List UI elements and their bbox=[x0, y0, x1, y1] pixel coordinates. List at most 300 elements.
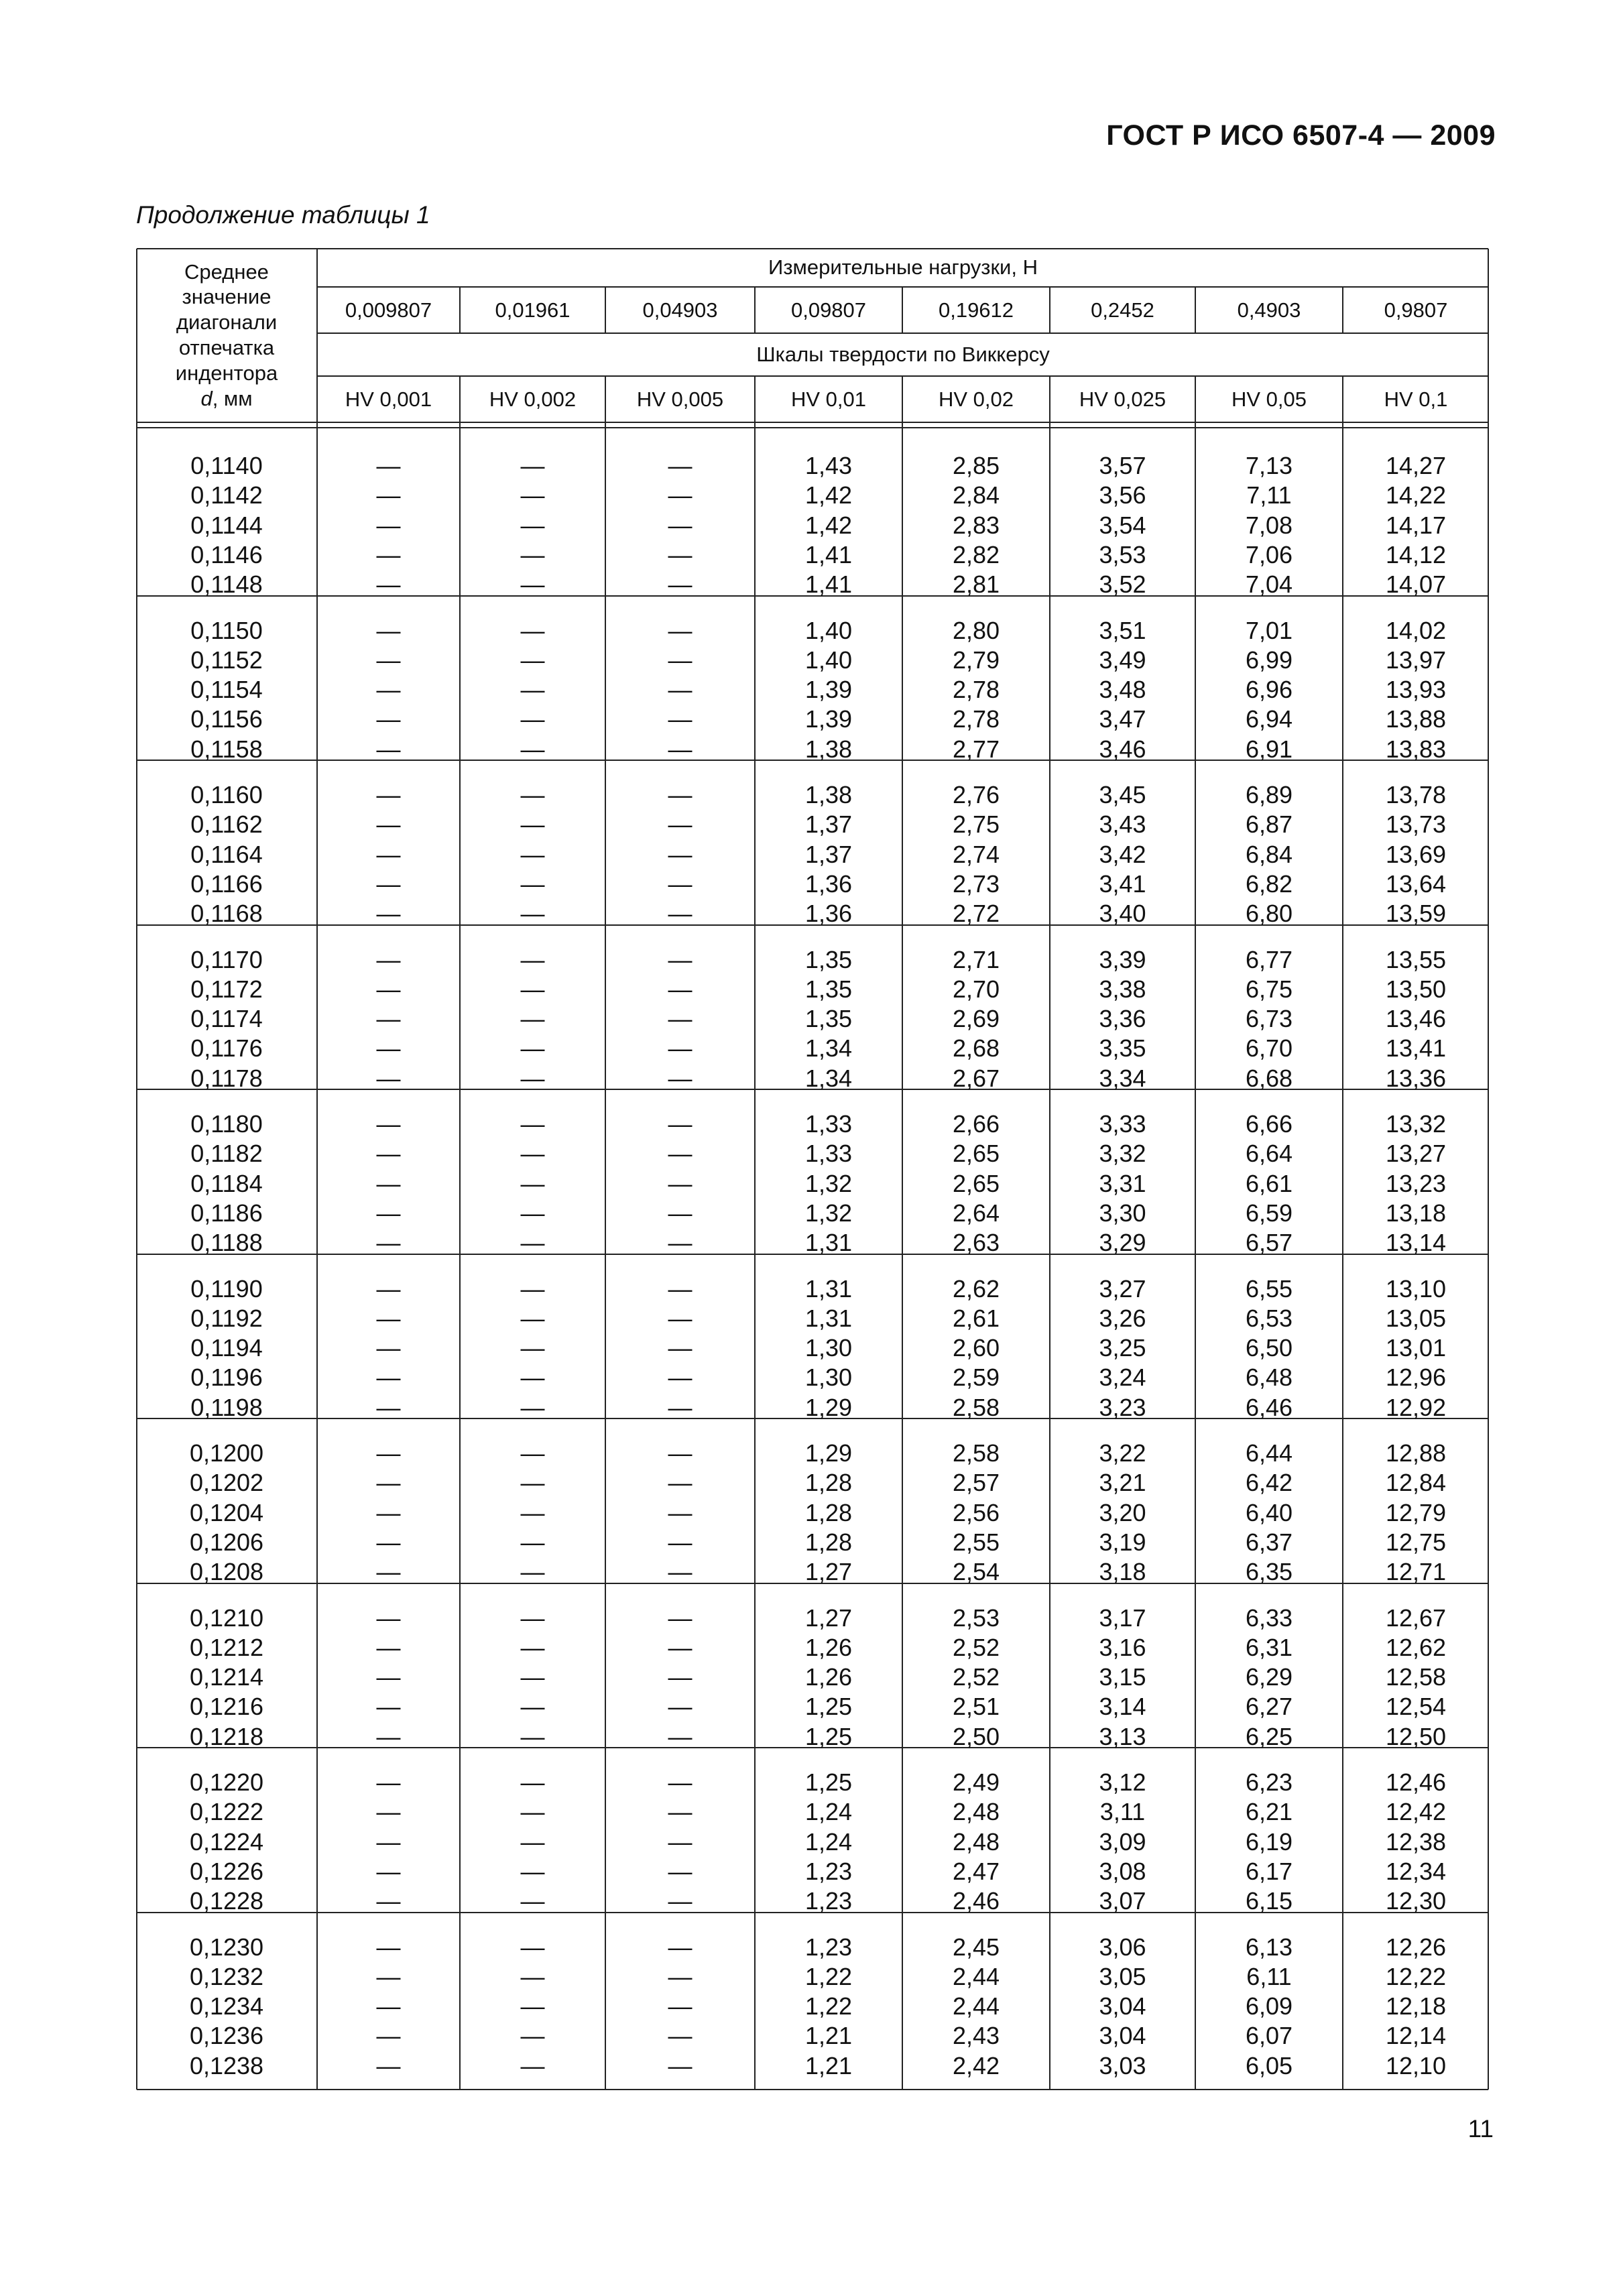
hardness-value: — bbox=[668, 1140, 693, 1168]
hardness-value: 3,17 bbox=[1099, 1604, 1146, 1632]
hardness-value: — bbox=[376, 1663, 401, 1691]
hardness-value: 13,41 bbox=[1385, 1034, 1447, 1063]
hardness-value: 2,69 bbox=[952, 1005, 1000, 1032]
hardness-value: 6,40 bbox=[1245, 1498, 1293, 1526]
hardness-values bbox=[1343, 616, 1489, 764]
hardness-value: 1,29 bbox=[804, 1393, 853, 1421]
hardness-value: 12,14 bbox=[1385, 2022, 1447, 2050]
hardness-value: 7,01 bbox=[1245, 616, 1293, 644]
hardness-value: 1,39 bbox=[804, 705, 853, 733]
d-value: 0,1234 bbox=[189, 1992, 264, 2020]
hardness-value: — bbox=[668, 1663, 693, 1691]
hardness-value: 3,12 bbox=[1099, 1768, 1146, 1796]
hardness-value: 3,16 bbox=[1099, 1633, 1146, 1661]
hardness-value: 2,50 bbox=[952, 1722, 1000, 1750]
d-value: 0,1202 bbox=[189, 1469, 264, 1497]
hardness-value: 3,51 bbox=[1099, 616, 1146, 644]
d-value: 0,1166 bbox=[190, 869, 263, 898]
hardness-value: 1,25 bbox=[804, 1693, 853, 1721]
hardness-value: — bbox=[668, 1364, 693, 1392]
hardness-values bbox=[605, 1933, 755, 2081]
hardness-value: 6,99 bbox=[1245, 646, 1293, 674]
hardness-value: 3,30 bbox=[1099, 1199, 1146, 1227]
d-value: 0,1208 bbox=[189, 1558, 264, 1585]
document-code: ГОСТ Р ИСО 6507-4 — 2009 bbox=[1106, 119, 1496, 152]
d-value: 0,1238 bbox=[189, 2051, 264, 2079]
hardness-value: — bbox=[520, 1140, 545, 1168]
hardness-value: — bbox=[376, 1722, 401, 1750]
hardness-value: 6,84 bbox=[1245, 840, 1293, 868]
hardness-value: 13,78 bbox=[1385, 781, 1447, 808]
hardness-value: 1,21 bbox=[804, 2022, 853, 2050]
d-value: 0,1224 bbox=[189, 1827, 264, 1856]
hardness-value: 6,15 bbox=[1245, 1887, 1293, 1915]
hardness-value: 1,34 bbox=[804, 1064, 853, 1092]
hardness-value: 1,36 bbox=[804, 869, 853, 898]
hardness-value: 1,32 bbox=[804, 1169, 853, 1197]
hardness-value: 3,47 bbox=[1099, 705, 1146, 733]
hardness-value: 2,68 bbox=[952, 1034, 1000, 1063]
hardness-value: 6,55 bbox=[1245, 1274, 1293, 1303]
hardness-value: — bbox=[520, 1498, 545, 1526]
hardness-values bbox=[1195, 1109, 1343, 1258]
hardness-value: 6,42 bbox=[1245, 1469, 1293, 1497]
stub-header-line: индентора bbox=[175, 361, 278, 385]
hardness-value: 6,17 bbox=[1245, 1857, 1293, 1885]
hardness-values bbox=[1343, 1604, 1489, 1752]
hardness-value: — bbox=[520, 705, 545, 733]
hardness-value: 1,31 bbox=[804, 1274, 853, 1303]
hardness-value: 12,10 bbox=[1385, 2051, 1447, 2079]
hardness-value: 2,72 bbox=[952, 900, 1000, 927]
hardness-value: 2,48 bbox=[952, 1827, 1000, 1856]
hardness-values bbox=[317, 1768, 460, 1916]
hardness-value: — bbox=[520, 1005, 545, 1032]
hardness-value: 12,84 bbox=[1385, 1469, 1447, 1497]
hardness-value: — bbox=[376, 2022, 401, 2050]
hardness-value: 12,88 bbox=[1385, 1439, 1447, 1467]
hardness-value: — bbox=[668, 1604, 693, 1632]
d-value: 0,1236 bbox=[189, 2022, 264, 2050]
hardness-value: 3,08 bbox=[1099, 1857, 1146, 1885]
hardness-values bbox=[1343, 1768, 1489, 1916]
hardness-value: 6,68 bbox=[1245, 1064, 1293, 1092]
hardness-value: — bbox=[376, 1857, 401, 1885]
hardness-values bbox=[460, 1768, 605, 1916]
hardness-value: 12,92 bbox=[1385, 1393, 1447, 1421]
d-value: 0,1186 bbox=[190, 1199, 263, 1227]
d-value: 0,1210 bbox=[189, 1604, 264, 1632]
d-value: 0,1212 bbox=[189, 1633, 264, 1661]
hardness-value: — bbox=[376, 1633, 401, 1661]
hardness-value: — bbox=[520, 945, 545, 973]
hardness-value: 13,55 bbox=[1385, 945, 1447, 973]
scale-header: HV 0,001 bbox=[345, 387, 432, 411]
hardness-value: — bbox=[520, 481, 545, 509]
hardness-values bbox=[1050, 780, 1195, 928]
hardness-value: 2,55 bbox=[952, 1528, 1000, 1556]
hardness-values bbox=[605, 780, 755, 928]
d-value: 0,1216 bbox=[189, 1693, 264, 1721]
d-value: 0,1184 bbox=[190, 1169, 263, 1197]
d-value: 0,1158 bbox=[190, 735, 263, 763]
hardness-value: 2,67 bbox=[952, 1064, 1000, 1092]
hardness-value: — bbox=[668, 705, 693, 733]
hardness-value: 6,94 bbox=[1245, 705, 1293, 733]
hardness-value: — bbox=[520, 511, 545, 539]
loads-title: Измерительные нагрузки, Н bbox=[768, 255, 1038, 280]
d-value: 0,1156 bbox=[190, 705, 263, 733]
hardness-value: 3,41 bbox=[1099, 869, 1146, 898]
hardness-values bbox=[460, 1274, 605, 1423]
d-values bbox=[136, 451, 317, 599]
hardness-value: 3,52 bbox=[1099, 570, 1146, 598]
hardness-value: — bbox=[520, 1064, 545, 1092]
hardness-values bbox=[755, 1604, 902, 1752]
hardness-value: — bbox=[520, 975, 545, 1003]
hardness-value: 2,44 bbox=[952, 1962, 1000, 1990]
hardness-value: — bbox=[520, 1229, 545, 1256]
hardness-value: — bbox=[668, 481, 693, 509]
hardness-value: — bbox=[668, 1528, 693, 1556]
hardness-value: — bbox=[520, 1887, 545, 1915]
hardness-value: 2,78 bbox=[952, 676, 1000, 703]
hardness-value: 1,35 bbox=[804, 975, 853, 1003]
hardness-values bbox=[1050, 1274, 1195, 1423]
hardness-value: 1,31 bbox=[804, 1304, 853, 1332]
hardness-values bbox=[317, 451, 460, 599]
hardness-value: — bbox=[376, 1798, 401, 1826]
d-values bbox=[136, 1604, 317, 1752]
hardness-value: — bbox=[668, 1827, 693, 1856]
hardness-value: 13,18 bbox=[1385, 1199, 1447, 1227]
hardness-value: 3,22 bbox=[1099, 1439, 1146, 1467]
d-value: 0,1140 bbox=[190, 452, 263, 479]
d-values bbox=[136, 1109, 317, 1258]
hardness-value: — bbox=[668, 1469, 693, 1497]
hardness-value: — bbox=[668, 452, 693, 479]
d-values bbox=[136, 1768, 317, 1916]
hardness-value: — bbox=[376, 1528, 401, 1556]
hardness-value: 2,48 bbox=[952, 1798, 1000, 1826]
hardness-value: 13,10 bbox=[1385, 1274, 1447, 1303]
scale-header: HV 0,02 bbox=[938, 387, 1014, 411]
hardness-value: — bbox=[376, 1034, 401, 1063]
hardness-values bbox=[605, 1439, 755, 1587]
hardness-value: — bbox=[520, 1604, 545, 1632]
hardness-values bbox=[605, 1109, 755, 1258]
hardness-value: — bbox=[668, 1962, 693, 1990]
hardness-value: 2,43 bbox=[952, 2022, 1000, 2050]
hardness-value: 1,27 bbox=[804, 1604, 853, 1632]
hardness-values bbox=[317, 616, 460, 764]
hardness-value: 2,78 bbox=[952, 705, 1000, 733]
hardness-value: 3,57 bbox=[1099, 452, 1146, 479]
d-value: 0,1206 bbox=[189, 1528, 264, 1556]
hardness-value: 6,70 bbox=[1245, 1034, 1293, 1063]
hardness-value: 2,44 bbox=[952, 1992, 1000, 2020]
d-value: 0,1188 bbox=[190, 1229, 263, 1256]
hardness-value: 1,26 bbox=[804, 1633, 853, 1661]
hardness-value: — bbox=[668, 945, 693, 973]
stub-header-line: значение bbox=[182, 285, 272, 309]
hardness-value: 6,31 bbox=[1245, 1633, 1293, 1661]
hardness-values bbox=[460, 1439, 605, 1587]
hardness-value: 3,39 bbox=[1099, 945, 1146, 973]
hardness-value: 2,81 bbox=[952, 570, 1000, 598]
hardness-value: 2,65 bbox=[952, 1169, 1000, 1197]
hardness-value: 7,11 bbox=[1246, 481, 1292, 509]
d-value: 0,1194 bbox=[190, 1334, 263, 1362]
hardness-values bbox=[1050, 1604, 1195, 1752]
hardness-value: 6,87 bbox=[1245, 810, 1293, 839]
hardness-value: 3,38 bbox=[1099, 975, 1146, 1003]
hardness-value: — bbox=[668, 1064, 693, 1092]
hardness-values bbox=[1343, 1439, 1489, 1587]
hardness-value: 6,21 bbox=[1245, 1798, 1293, 1826]
hardness-value: 1,34 bbox=[804, 1034, 853, 1063]
d-value: 0,1228 bbox=[189, 1887, 264, 1915]
hardness-value: 2,79 bbox=[952, 646, 1000, 674]
hardness-value: 1,40 bbox=[804, 646, 853, 674]
hardness-value: 3,40 bbox=[1099, 900, 1146, 927]
hardness-value: — bbox=[668, 646, 693, 674]
hardness-values bbox=[1050, 1439, 1195, 1587]
hardness-value: 7,08 bbox=[1245, 511, 1293, 539]
hardness-value: 1,22 bbox=[804, 1992, 853, 2020]
hardness-value: — bbox=[376, 1558, 401, 1585]
hardness-value: 2,52 bbox=[952, 1633, 1000, 1661]
hardness-value: 2,80 bbox=[952, 616, 1000, 644]
hardness-value: 2,58 bbox=[952, 1393, 1000, 1421]
hardness-values bbox=[1195, 1933, 1343, 2081]
hardness-value: — bbox=[520, 1962, 545, 1990]
hardness-values bbox=[317, 945, 460, 1093]
hardness-value: — bbox=[376, 1229, 401, 1256]
hardness-value: 13,88 bbox=[1385, 705, 1447, 733]
hardness-value: — bbox=[520, 1334, 545, 1362]
hardness-value: 2,59 bbox=[952, 1364, 1000, 1392]
hardness-values bbox=[1195, 945, 1343, 1093]
hardness-value: 1,38 bbox=[804, 781, 853, 808]
stub-header-line: d, мм bbox=[200, 386, 253, 410]
hardness-value: 12,38 bbox=[1385, 1827, 1447, 1856]
hardness-value: — bbox=[376, 1304, 401, 1332]
hardness-value: 3,04 bbox=[1099, 2022, 1146, 2050]
d-value: 0,1178 bbox=[190, 1064, 263, 1092]
hardness-value: — bbox=[668, 2051, 693, 2079]
hardness-value: 2,64 bbox=[952, 1199, 1000, 1227]
hardness-value: — bbox=[668, 676, 693, 703]
d-value: 0,1232 bbox=[189, 1962, 264, 1990]
variable-d: d bbox=[200, 386, 213, 410]
hardness-values bbox=[1050, 1768, 1195, 1916]
hardness-value: 3,03 bbox=[1099, 2051, 1146, 2079]
hardness-value: — bbox=[520, 452, 545, 479]
hardness-value: 1,37 bbox=[804, 840, 853, 868]
hardness-values bbox=[1050, 1933, 1195, 2081]
hardness-value: — bbox=[520, 1558, 545, 1585]
hardness-value: 12,75 bbox=[1385, 1528, 1447, 1556]
scale-header: HV 0,002 bbox=[489, 387, 577, 411]
hardness-value: — bbox=[376, 1498, 401, 1526]
d-value: 0,1226 bbox=[189, 1857, 264, 1885]
hardness-value: 13,05 bbox=[1385, 1304, 1447, 1332]
d-value: 0,1218 bbox=[189, 1722, 264, 1750]
hardness-value: — bbox=[376, 2051, 401, 2079]
hardness-value: — bbox=[668, 1169, 693, 1197]
d-value: 0,1222 bbox=[189, 1798, 264, 1826]
hardness-value: — bbox=[520, 735, 545, 763]
hardness-value: 6,09 bbox=[1245, 1992, 1293, 2020]
hardness-value: 12,67 bbox=[1385, 1604, 1447, 1632]
hardness-value: 2,75 bbox=[952, 810, 1000, 839]
hardness-value: 2,47 bbox=[952, 1857, 1000, 1885]
hardness-value: — bbox=[668, 1768, 693, 1796]
hardness-value: 3,21 bbox=[1099, 1469, 1146, 1497]
hardness-value: 12,42 bbox=[1385, 1798, 1447, 1826]
hardness-value: — bbox=[520, 869, 545, 898]
hardness-value: — bbox=[668, 840, 693, 868]
hardness-value: 2,76 bbox=[952, 781, 1000, 808]
hardness-value: — bbox=[520, 1633, 545, 1661]
hardness-value: 6,05 bbox=[1245, 2051, 1293, 2079]
d-value: 0,1150 bbox=[190, 616, 263, 644]
hardness-value: — bbox=[376, 869, 401, 898]
hardness-value: — bbox=[376, 1274, 401, 1303]
hardness-values bbox=[755, 616, 902, 764]
hardness-value: 3,31 bbox=[1099, 1169, 1146, 1197]
hardness-value: 2,57 bbox=[952, 1469, 1000, 1497]
hardness-value: 1,21 bbox=[804, 2051, 853, 2079]
hardness-value: — bbox=[520, 1722, 545, 1750]
hardness-value: 1,28 bbox=[804, 1528, 853, 1556]
hardness-value: 3,05 bbox=[1099, 1962, 1146, 1990]
hardness-values bbox=[1343, 1274, 1489, 1423]
hardness-value: — bbox=[520, 1693, 545, 1721]
hardness-value: 6,82 bbox=[1245, 869, 1293, 898]
d-value: 0,1192 bbox=[190, 1304, 263, 1332]
hardness-values bbox=[902, 1933, 1050, 2081]
scale-header: HV 0,025 bbox=[1079, 387, 1166, 411]
hardness-values bbox=[1195, 1604, 1343, 1752]
hardness-values bbox=[1050, 945, 1195, 1093]
d-value: 0,1152 bbox=[190, 646, 263, 674]
hardness-value: 3,48 bbox=[1099, 676, 1146, 703]
hardness-value: 6,27 bbox=[1245, 1693, 1293, 1721]
d-value: 0,1168 bbox=[190, 900, 263, 927]
hardness-value: — bbox=[376, 540, 401, 568]
hardness-value: 7,04 bbox=[1245, 570, 1293, 598]
hardness-values bbox=[755, 1933, 902, 2081]
hardness-value: 13,59 bbox=[1385, 900, 1447, 927]
hardness-value: 3,35 bbox=[1099, 1034, 1146, 1063]
hardness-value: 1,41 bbox=[804, 570, 853, 598]
hardness-value: 1,41 bbox=[804, 540, 853, 568]
hardness-value: 3,33 bbox=[1099, 1110, 1146, 1138]
d-values bbox=[136, 1274, 317, 1423]
hardness-value: — bbox=[668, 1722, 693, 1750]
hardness-value: — bbox=[668, 1334, 693, 1362]
table-caption: Продолжение таблицы 1 bbox=[136, 201, 430, 229]
hardness-values bbox=[317, 1274, 460, 1423]
d-value: 0,1198 bbox=[190, 1393, 263, 1421]
hardness-value: 6,46 bbox=[1245, 1393, 1293, 1421]
hardness-value: — bbox=[668, 900, 693, 927]
hardness-value: 6,37 bbox=[1245, 1528, 1293, 1556]
hardness-value: — bbox=[520, 540, 545, 568]
hardness-value: 13,14 bbox=[1385, 1229, 1447, 1256]
hardness-value: 1,42 bbox=[804, 481, 853, 509]
hardness-value: — bbox=[668, 1199, 693, 1227]
hardness-value: 6,50 bbox=[1245, 1334, 1293, 1362]
hardness-value: — bbox=[376, 1962, 401, 1990]
hardness-value: 6,77 bbox=[1245, 945, 1293, 973]
hardness-values bbox=[460, 780, 605, 928]
hardness-values bbox=[902, 1439, 1050, 1587]
load-header: 0,2452 bbox=[1091, 298, 1154, 322]
d-value: 0,1214 bbox=[189, 1663, 264, 1691]
hardness-value: 3,06 bbox=[1099, 1933, 1146, 1961]
hardness-value: 12,54 bbox=[1385, 1693, 1447, 1721]
hardness-value: 12,58 bbox=[1385, 1663, 1447, 1691]
hardness-value: 1,23 bbox=[804, 1887, 853, 1915]
hardness-value: 6,75 bbox=[1245, 975, 1293, 1003]
hardness-value: 2,73 bbox=[952, 869, 1000, 898]
hardness-value: 13,50 bbox=[1385, 975, 1447, 1003]
hardness-value: — bbox=[520, 1528, 545, 1556]
hardness-value: 2,70 bbox=[952, 975, 1000, 1003]
hardness-value: 1,39 bbox=[804, 676, 853, 703]
hardness-value: 3,42 bbox=[1099, 840, 1146, 868]
hardness-value: — bbox=[668, 1034, 693, 1063]
hardness-value: — bbox=[376, 1140, 401, 1168]
hardness-value: — bbox=[520, 781, 545, 808]
hardness-value: — bbox=[376, 1887, 401, 1915]
d-value: 0,1142 bbox=[190, 481, 263, 509]
stub-header-line: диагонали bbox=[176, 310, 278, 335]
hardness-values bbox=[1050, 616, 1195, 764]
hardness-value: 6,48 bbox=[1245, 1364, 1293, 1392]
hardness-value: 2,56 bbox=[952, 1498, 1000, 1526]
hardness-value: — bbox=[376, 1604, 401, 1632]
hardness-value: 2,45 bbox=[952, 1933, 1000, 1961]
hardness-value: — bbox=[668, 1693, 693, 1721]
hardness-value: — bbox=[376, 1110, 401, 1138]
hardness-values bbox=[605, 1274, 755, 1423]
hardness-value: — bbox=[520, 1304, 545, 1332]
hardness-values bbox=[460, 616, 605, 764]
hardness-values bbox=[460, 1933, 605, 2081]
hardness-value: 3,19 bbox=[1099, 1528, 1146, 1556]
d-value: 0,1174 bbox=[190, 1005, 263, 1032]
hardness-value: 1,40 bbox=[804, 616, 853, 644]
hardness-values bbox=[1195, 451, 1343, 599]
hardness-value: — bbox=[520, 1439, 545, 1467]
hardness-value: — bbox=[668, 810, 693, 839]
hardness-value: 12,79 bbox=[1385, 1498, 1447, 1526]
hardness-value: 1,31 bbox=[804, 1229, 853, 1256]
hardness-value: 1,32 bbox=[804, 1199, 853, 1227]
hardness-value: 2,84 bbox=[952, 481, 1000, 509]
hardness-value: 1,38 bbox=[804, 735, 853, 763]
hardness-value: 1,25 bbox=[804, 1768, 853, 1796]
hardness-value: 1,28 bbox=[804, 1469, 853, 1497]
hardness-value: — bbox=[520, 1933, 545, 1961]
hardness-value: — bbox=[520, 1274, 545, 1303]
hardness-value: — bbox=[520, 1199, 545, 1227]
hardness-value: 6,59 bbox=[1245, 1199, 1293, 1227]
